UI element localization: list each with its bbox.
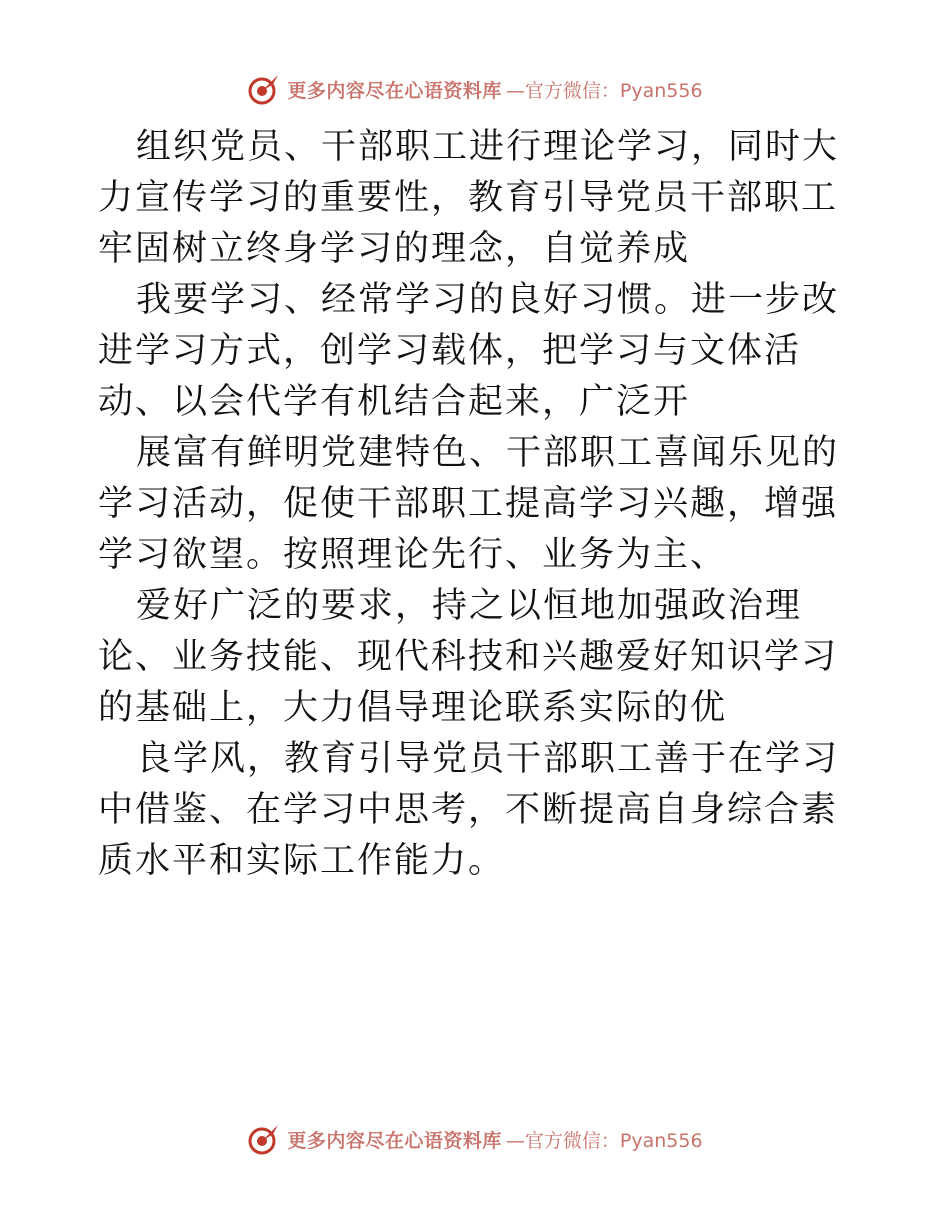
quill-logo-icon: [247, 72, 281, 106]
paragraph: 展富有鲜明党建特色、干部职工喜闻乐见的学习活动，促使干部职工提高学习兴趣，增强学习欲望。按照理论先行、业务为主、: [98, 433, 840, 575]
page-footer-watermark: [0, 1122, 950, 1156]
paragraph: 良学风，教育引导党员干部职工善于在学习中借鉴、在学习中思考，不断提高自身综合素质水平和实际工作能力。: [98, 739, 840, 881]
footer-contact-text: —官方微信：Pyan556: [505, 1129, 703, 1152]
paragraph: 爱好广泛的要求，持之以恒地加强政治理论、业务技能、现代科技和兴趣爱好知识学习的基础上，大力倡导理论联系实际的优: [98, 586, 839, 728]
quill-logo-icon: [247, 1122, 281, 1156]
header-contact-text: —官方微信：Pyan556: [505, 79, 703, 102]
header-brand-text: 更多内容尽在心语资料库: [287, 79, 502, 102]
paragraph: 组织党员、干部职工进行理论学习，同时大力宣传学习的重要性，教育引导党员干部职工牢固树立终身学习的理念，自觉养成: [98, 127, 840, 269]
document-body: [98, 122, 858, 887]
footer-brand-text: 更多内容尽在心语资料库: [287, 1129, 502, 1152]
page-header-watermark: [0, 72, 950, 106]
paragraph: 我要学习、经常学习的良好习惯。进一步改进学习方式，创学习载体，把学习与文体活动、以会代学有机结合起来，广泛开: [98, 280, 840, 422]
